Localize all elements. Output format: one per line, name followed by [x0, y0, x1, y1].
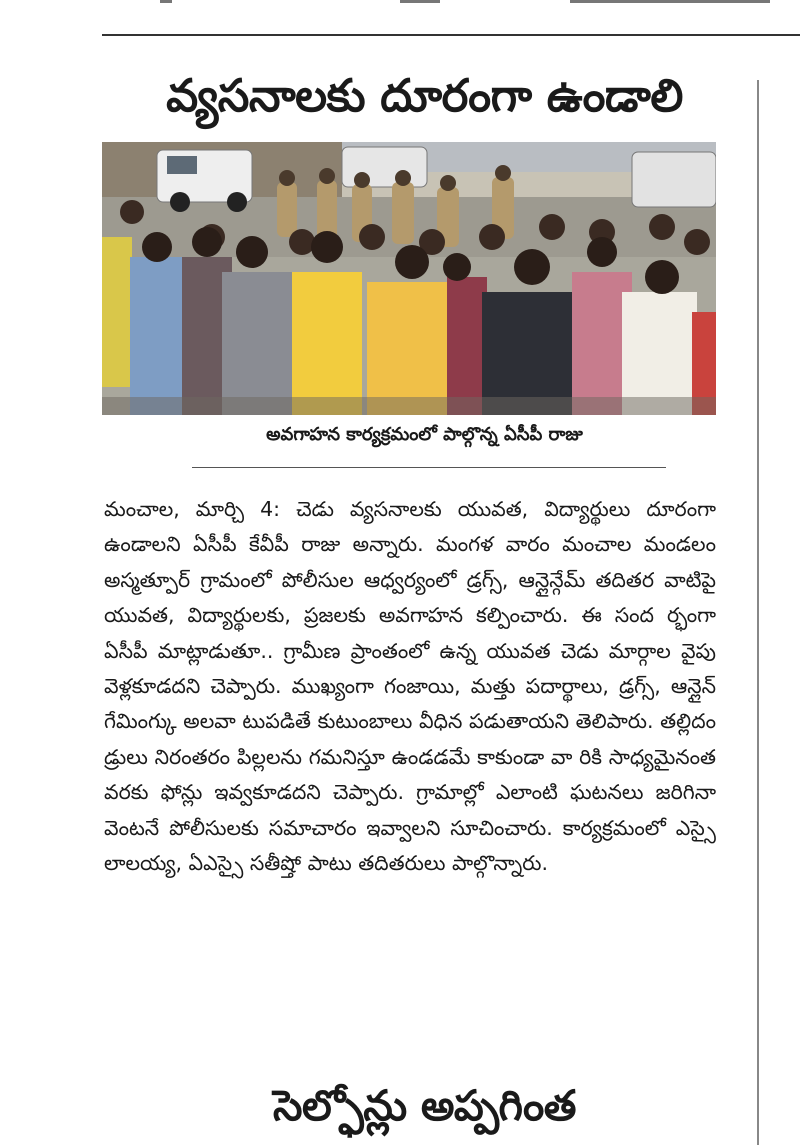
photo-caption: అవగాహన కార్యక్రమంలో పాల్గొన్న ఏసీపీ రాజు [266, 424, 583, 445]
article-headline: వ్యసనాలకు దూరంగా ఉండాలి [166, 69, 683, 122]
article-body-text: మంచాల, మార్చి 4: చెడు వ్యసనాలకు యువత, విద్యార్థులు దూరంగా ఉండాలని ఏసీపీ కేవీపీ రాజు అన్నారు. మంగళ వారం మంచాల మండలం అస్మత్పూర్ గ్రామంలో పోలీసుల ఆధ్వర్యంలో డ్రగ్స్, ఆన్లైన్గేమ్ తదితర వాటిపై యువత, విద్యార్థులకు, ప్రజలకు అవగాహన కల్పించారు. ఈ సంద ర్భంగా ఏసీపీ మాట్లాడుతూ.. గ్రామీణ ప్రాంతంలో ఉన్న యువత చెడు మార్గాల వైపు వెళ్లకూడదని చెప్పారు. ముఖ్యంగా గంజాయి, మత్తు పదార్థాలు, డ్రగ్స్, ఆన్లైన్ గేమింగ్కు అలవా టుపడితే కుటుంబాలు వీధిన పడుతాయని తెలిపారు. తల్లిదం డ్రులు నిరంతరం పిల్లలను గమనిస్తూ ఉండడమే కాకుండా వా రికి సాధ్యమైనంత వరకు ఫోన్లు ఇవ్వకూడదని చెప్పారు. గ్రామాల్లో ఎలాంటి ఘటనలు జరిగినా వెంటనే పోలీసులకు సమాచారం ఇవ్వాలని సూచించారు. కార్యక్రమంలో ఎస్సై లాలయ్య, ఏఎస్సై సతీష్తో పాటు తదితరులు పాల్గొన్నారు. [104, 497, 716, 876]
next-article-headline: సెల్ఫోన్లు అప్పగింత [273, 1081, 576, 1130]
article-body [104, 492, 716, 881]
page-top-fragment [0, 0, 800, 8]
column-divider [757, 80, 759, 1145]
top-divider [102, 34, 800, 36]
news-photo [102, 142, 716, 415]
caption-divider [192, 467, 666, 468]
